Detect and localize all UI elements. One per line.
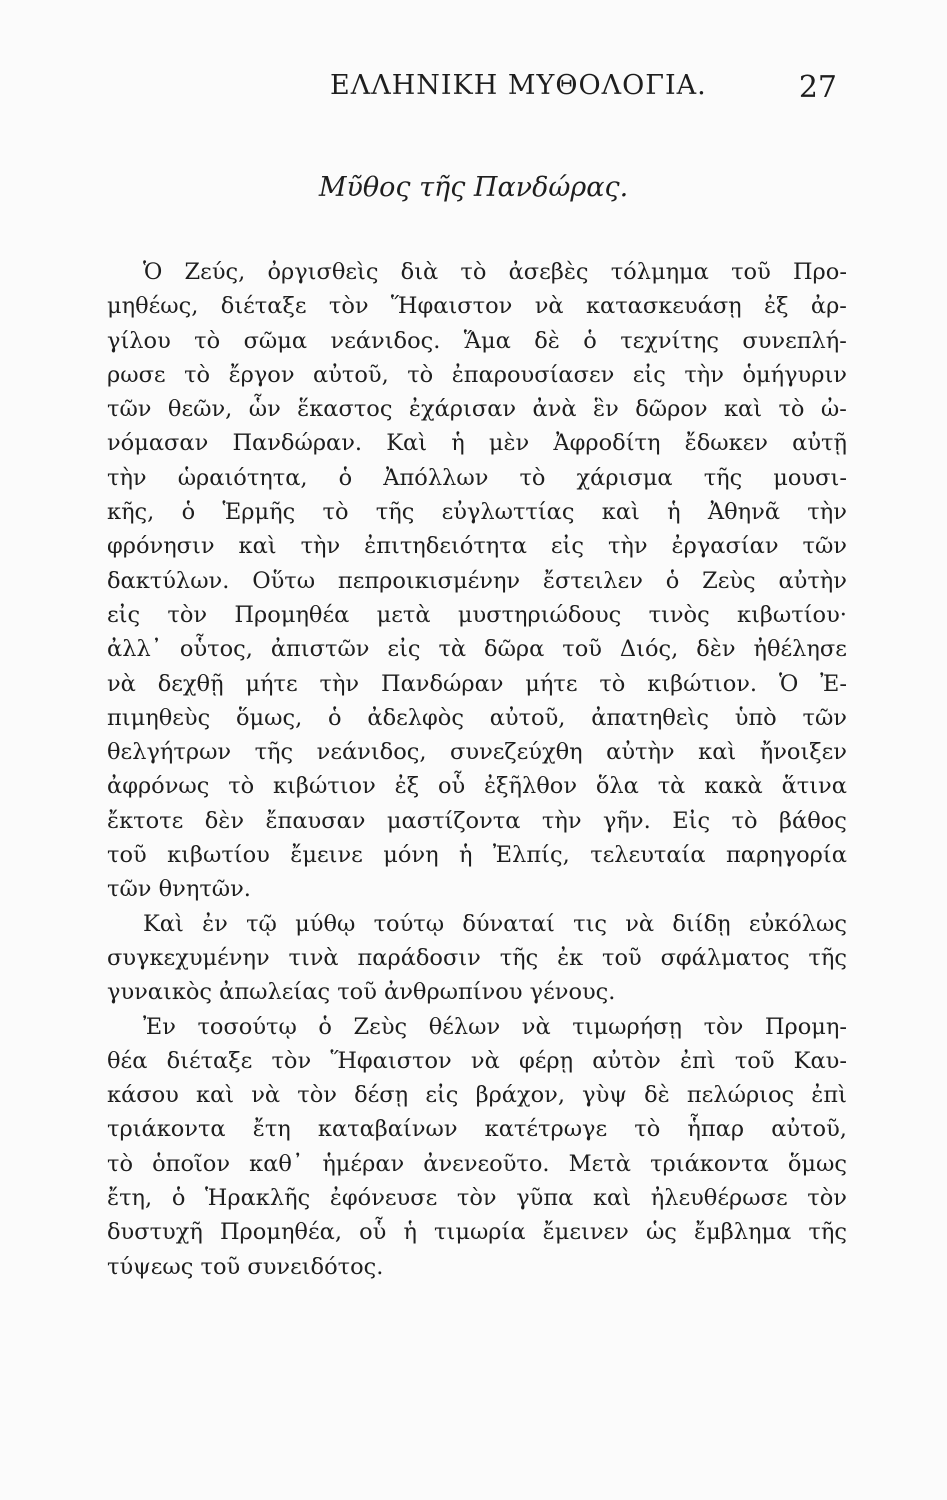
text-line: τῶν θνητῶν. <box>107 876 251 903</box>
text-line: Ἐν τοσούτῳ ὁ Ζεὺς θέλων νὰ τιμωρήσῃ τὸν Προμη- <box>143 1013 847 1040</box>
text-line: τὴν ὡραιότητα, ὁ Ἀπόλλων τὸ χάρισμα τῆς μουσι- <box>107 464 847 491</box>
running-head: ΕΛΛΗΝΙΚΗ ΜΥΘΟΛΟΓΙΑ. <box>330 70 707 101</box>
text-line: κάσου καὶ νὰ τὸν δέσῃ εἰς βράχον, γὺψ δὲ πελώριος ἐπὶ <box>107 1082 847 1109</box>
text-line: ρωσε τὸ ἔργον αὐτοῦ, τὸ ἐπαρουσίασεν εἰς τὴν ὁμήγυριν <box>107 361 847 388</box>
text-line: γυναικὸς ἀπωλείας τοῦ ἀνθρωπίνου γένους. <box>107 979 616 1006</box>
text-line: νόμασαν Πανδώραν. Καὶ ἡ μὲν Ἀφροδίτη ἔδωκεν αὐτῇ <box>107 430 847 457</box>
text-line: πιμηθεὺς ὅμως, ὁ ἀδελφὸς αὐτοῦ, ἀπατηθεὶς ὑπὸ τῶν <box>107 704 847 731</box>
text-line: ἔτη, ὁ Ἡρακλῆς ἐφόνευσε τὸν γῦπα καὶ ἠλευθέρωσε τὸν <box>107 1185 847 1212</box>
text-line: Καὶ ἐν τῷ μύθῳ τούτῳ δύναταί τις νὰ διίδῃ εὐκόλως <box>143 910 847 937</box>
text-line: γίλου τὸ σῶμα νεάνιδος. Ἅμα δὲ ὁ τεχνίτης συνεπλή- <box>107 327 847 354</box>
text-line: ἀλλ᾽ οὗτος, ἀπιστῶν εἰς τὰ δῶρα τοῦ Διός, δὲν ἠθέλησε <box>107 636 847 663</box>
text-line: κῆς, ὁ Ἑρμῆς τὸ τῆς εὐγλωττίας καὶ ἡ Ἀθηνᾶ τὴν <box>107 499 847 526</box>
text-line: τριάκοντα ἔτη καταβαίνων κατέτρωγε τὸ ἧπαρ αὐτοῦ, <box>107 1116 847 1143</box>
text-line: τύψεως τοῦ συνειδότος. <box>107 1253 384 1280</box>
text-line: τῶν θεῶν, ὧν ἕκαστος ἐχάρισαν ἀνὰ ἓν δῶρον καὶ τὸ ὠ- <box>107 396 847 423</box>
text-line: ἀφρόνως τὸ κιβώτιον ἐξ οὗ ἐξῆλθον ὅλα τὰ κακὰ ἅτινα <box>107 773 847 800</box>
text-line: ἔκτοτε δὲν ἔπαυσαν μαστίζοντα τὴν γῆν. Εἰς τὸ βάθος <box>107 807 847 834</box>
text-line: νὰ δεχθῇ μήτε τὴν Πανδώραν μήτε τὸ κιβώτιον. Ὁ Ἐ- <box>107 670 847 697</box>
text-line: δυστυχῆ Προμηθέα, οὗ ἡ τιμωρία ἔμεινεν ὡς ἔμβλημα τῆς <box>107 1219 847 1246</box>
text-line: φρόνησιν καὶ τὴν ἐπιτηδειότητα εἰς τὴν ἐργασίαν τῶν <box>107 533 847 560</box>
text-line: Ὁ Ζεύς, ὀργισθεὶς διὰ τὸ ἀσεβὲς τόλμημα τοῦ Προ- <box>143 259 847 285</box>
text-line: δακτύλων. Οὕτω πεπροικισμένην ἔστειλεν ὁ Ζεὺς αὐτὴν <box>107 567 847 594</box>
text-line: θελγήτρων τῆς νεάνιδος, συνεζεύχθη αὐτὴν καὶ ἤνοιξεν <box>107 739 847 766</box>
page-header <box>330 70 837 110</box>
body-text <box>107 255 847 1284</box>
text-line: τοῦ κιβωτίου ἔμεινε μόνη ἡ Ἐλπίς, τελευταία παρηγορία <box>107 842 847 869</box>
text-line: θέα διέταξε τὸν Ἥφαιστον νὰ φέρῃ αὐτὸν ἐπὶ τοῦ Καυ- <box>107 1047 847 1074</box>
text-line: μηθέως, διέταξε τὸν Ἥφαιστον νὰ κατασκευάσῃ ἐξ ἀρ- <box>107 293 847 320</box>
section-title: Μῦθος τῆς Πανδώρας. <box>318 172 629 203</box>
page-number: 27 <box>798 70 837 105</box>
text-line: συγκεχυμένην τινὰ παράδοσιν τῆς ἐκ τοῦ σφάλματος τῆς <box>107 944 847 971</box>
text-line: εἰς τὸν Προμηθέα μετὰ μυστηριώδους τινὸς κιβωτίου· <box>107 601 847 628</box>
text-line: τὸ ὁποῖον καθ᾽ ἡμέραν ἀνενεοῦτο. Μετὰ τριάκοντα ὅμως <box>107 1150 847 1177</box>
